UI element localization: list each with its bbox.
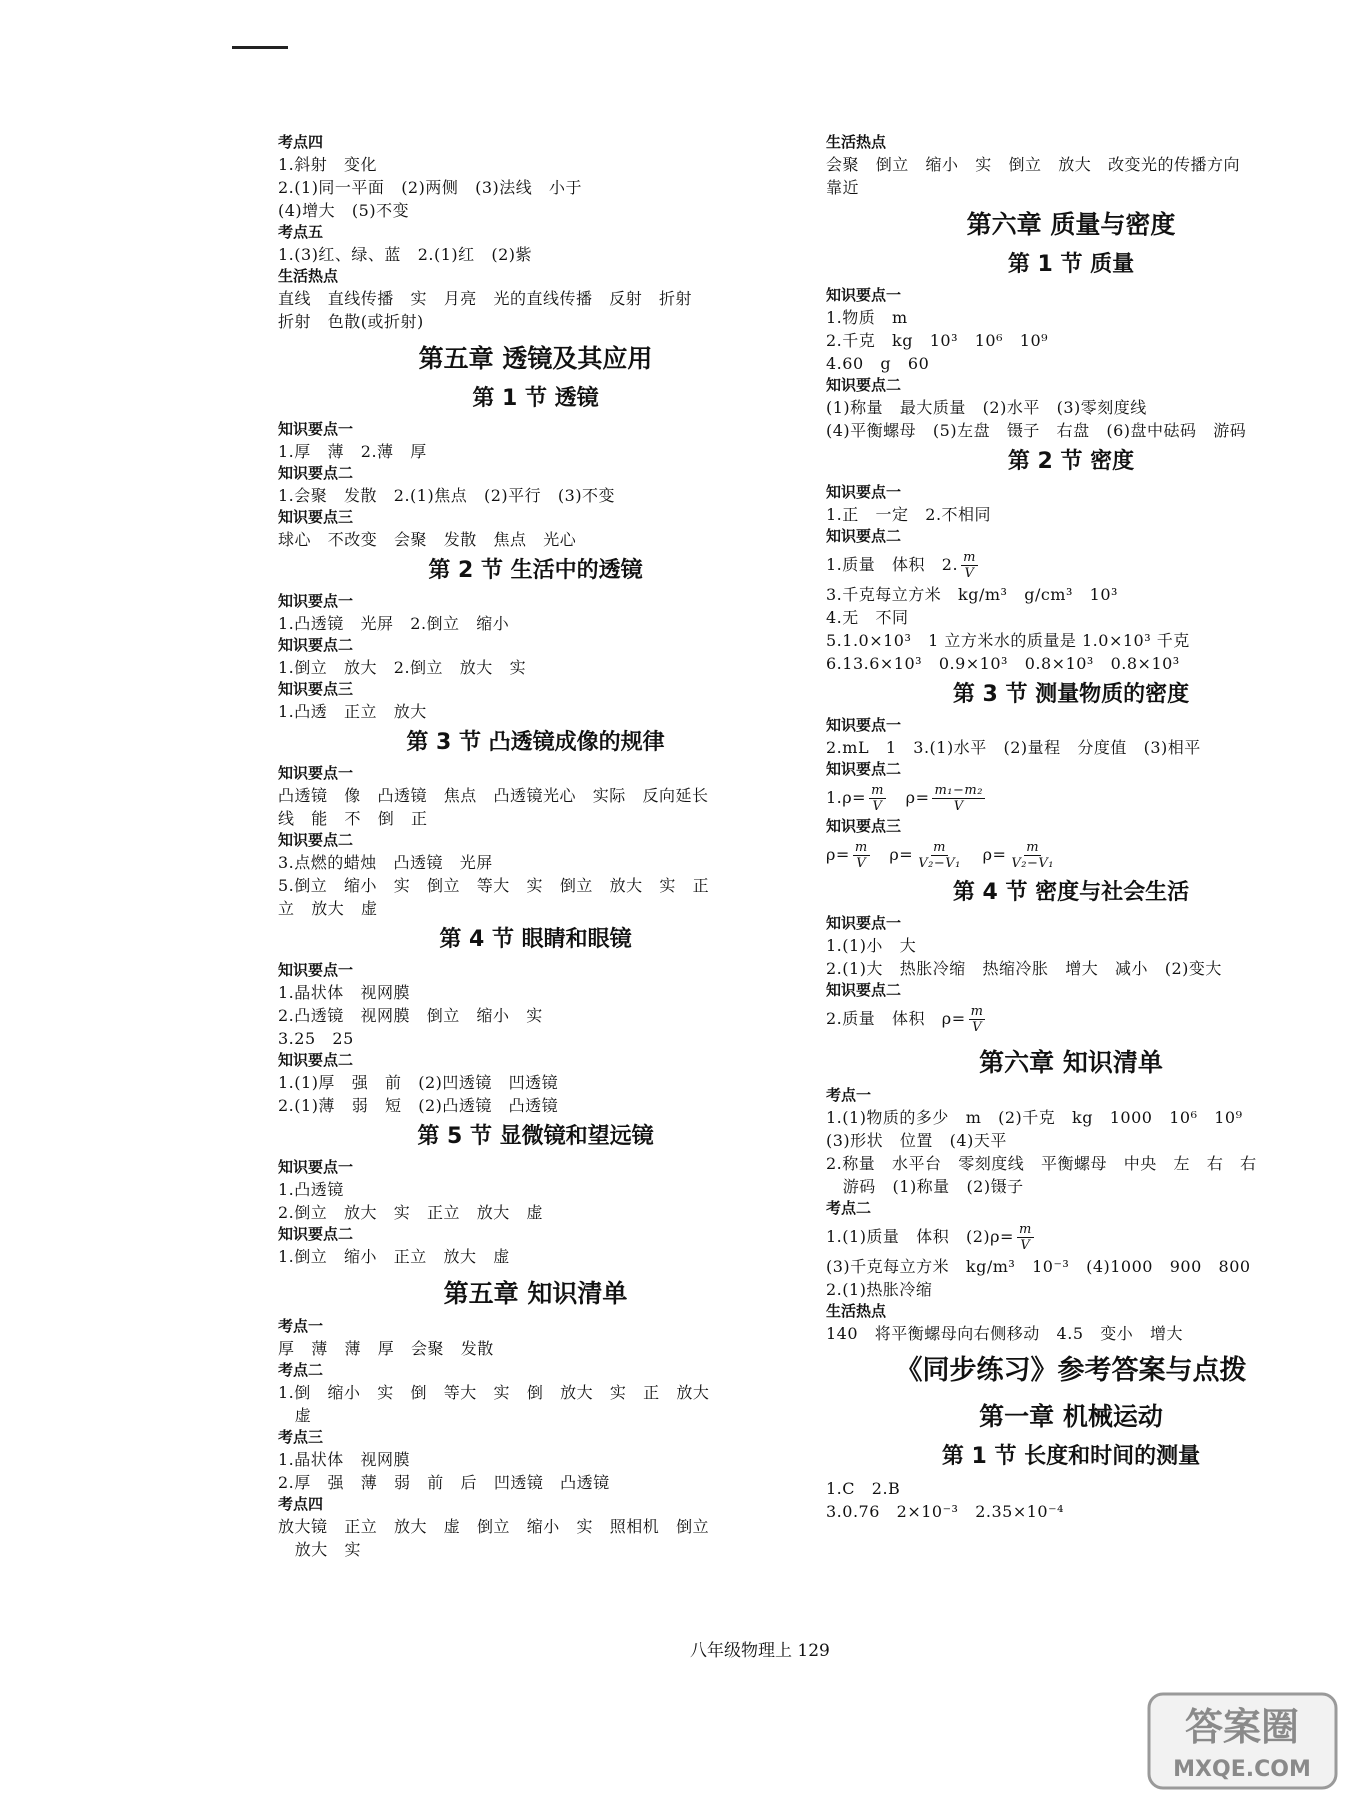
fraction-denominator: V bbox=[856, 856, 867, 871]
formula-text: 1.(1)质量 体积 (2)ρ= bbox=[826, 1227, 1014, 1246]
fraction-denominator: V bbox=[872, 799, 883, 814]
item-label: 知识要点一 bbox=[278, 961, 354, 979]
fraction-denominator: V bbox=[953, 799, 964, 814]
item-label: 知识要点三 bbox=[826, 817, 902, 835]
item-label: 考点五 bbox=[278, 223, 324, 241]
fraction-denominator: V₂−V₁ bbox=[918, 856, 961, 871]
watermark-bottom-text: MXQE.COM bbox=[1173, 1757, 1311, 1782]
item-label: 知识要点一 bbox=[278, 764, 354, 782]
section-heading: 第 1 节 透镜 bbox=[472, 386, 599, 411]
answer-line: 折射 色散(或折射) bbox=[278, 312, 424, 331]
formula-text: ρ= bbox=[826, 845, 850, 864]
answer-line: 3.点燃的蜡烛 凸透镜 光屏 bbox=[278, 853, 493, 872]
answer-line: 1.斜射 变化 bbox=[278, 155, 378, 174]
fraction-numerator: m₁−m₂ bbox=[934, 783, 983, 798]
item-label: 考点四 bbox=[278, 1495, 324, 1513]
answer-line: 1.(1)物质的多少 m (2)千克 kg 1000 10⁶ 10⁹ bbox=[826, 1108, 1243, 1127]
answer-line: 1.C 2.B bbox=[826, 1479, 901, 1498]
answer-line: 厚 薄 薄 厚 会聚 发散 bbox=[278, 1339, 494, 1358]
item-label: 知识要点一 bbox=[278, 592, 354, 610]
answer-line: 凸透镜 像 凸透镜 焦点 凸透镜光心 实际 反向延长 bbox=[278, 786, 709, 805]
formula-line bbox=[826, 547, 1316, 583]
chapter-heading: 第五章 知识清单 bbox=[443, 1279, 628, 1308]
left-column bbox=[278, 132, 793, 1561]
formula-text: 1.ρ= bbox=[826, 788, 867, 807]
item-label: 知识要点二 bbox=[826, 981, 902, 999]
answer-line: 线 能 不 倒 正 bbox=[278, 809, 428, 828]
fraction bbox=[869, 783, 886, 814]
book-section-title: 《同步练习》参考答案与点拨 bbox=[895, 1355, 1247, 1386]
formula-line bbox=[826, 837, 1316, 873]
answer-line: 3.千克每立方米 kg/m³ g/cm³ 10³ bbox=[826, 585, 1118, 604]
chapter-heading: 第六章 知识清单 bbox=[979, 1048, 1163, 1077]
answer-line: 2.(1)同一平面 (2)两侧 (3)法线 小于 bbox=[278, 178, 583, 197]
item-label: 知识要点三 bbox=[278, 680, 354, 698]
chapter-heading: 第五章 透镜及其应用 bbox=[418, 344, 653, 373]
section-heading: 第 4 节 密度与社会生活 bbox=[952, 880, 1190, 905]
section-heading: 第 2 节 生活中的透镜 bbox=[428, 558, 643, 583]
formula-text: ρ= bbox=[872, 845, 914, 864]
answer-line: 1.(3)红、绿、蓝 2.(1)红 (2)紫 bbox=[278, 245, 533, 264]
item-label: 生活热点 bbox=[826, 1302, 887, 1320]
fraction bbox=[916, 840, 963, 871]
fraction-denominator: V bbox=[1020, 1238, 1031, 1253]
fraction-numerator: m bbox=[970, 1004, 984, 1019]
item-label: 知识要点二 bbox=[826, 376, 902, 394]
answer-line: 2.称量 水平台 零刻度线 平衡螺母 中央 左 右 右 bbox=[826, 1154, 1257, 1173]
item-label: 考点四 bbox=[278, 133, 324, 151]
answer-line: 4.无 不同 bbox=[826, 608, 909, 627]
fraction-numerator: m bbox=[871, 783, 884, 798]
chapter-heading: 第一章 机械运动 bbox=[979, 1402, 1163, 1431]
section-heading: 第 5 节 显微镜和望远镜 bbox=[417, 1124, 654, 1149]
answer-line: 5.1.0×10³ 1 立方米水的质量是 1.0×10³ 千克 bbox=[826, 631, 1190, 650]
item-label: 知识要点二 bbox=[278, 464, 354, 482]
answer-line: 2.凸透镜 视网膜 倒立 缩小 实 bbox=[278, 1006, 543, 1025]
answer-line: 1.晶状体 视网膜 bbox=[278, 983, 411, 1002]
answer-line: 1.倒立 缩小 正立 放大 虚 bbox=[278, 1247, 510, 1266]
watermark-logo bbox=[1145, 1690, 1340, 1792]
answer-line: 1.(1)厚 强 前 (2)凹透镜 凹透镜 bbox=[278, 1073, 559, 1092]
formula-line bbox=[826, 780, 1316, 816]
answer-line: 1.凸透 正立 放大 bbox=[278, 702, 427, 721]
answer-line: 放大镜 正立 放大 虚 倒立 缩小 实 照相机 倒立 bbox=[278, 1517, 710, 1536]
answer-line: 2.厚 强 薄 弱 前 后 凹透镜 凸透镜 bbox=[278, 1473, 610, 1492]
fraction-numerator: m bbox=[1018, 1222, 1032, 1237]
answer-line: 1.凸透镜 光屏 2.倒立 缩小 bbox=[278, 614, 510, 633]
fraction-numerator: m bbox=[854, 840, 868, 855]
fraction bbox=[1017, 1222, 1034, 1253]
answer-line: (4)增大 (5)不变 bbox=[278, 201, 410, 220]
item-label: 考点三 bbox=[278, 1428, 324, 1446]
answer-line: 140 将平衡螺母向右侧移动 4.5 变小 增大 bbox=[826, 1324, 1184, 1343]
fraction-denominator: V bbox=[964, 566, 975, 581]
answer-line: 直线 直线传播 实 月亮 光的直线传播 反射 折射 bbox=[278, 289, 693, 308]
item-label: 知识要点二 bbox=[278, 1225, 354, 1243]
fraction bbox=[853, 840, 870, 871]
section-heading: 第 1 节 长度和时间的测量 bbox=[941, 1444, 1201, 1469]
item-label: 知识要点三 bbox=[278, 508, 354, 526]
answer-line: 2.(1)薄 弱 短 (2)凸透镜 凸透镜 bbox=[278, 1096, 559, 1115]
fraction bbox=[932, 783, 984, 814]
item-label: 生活热点 bbox=[826, 133, 887, 151]
answer-line: 1.凸透镜 bbox=[278, 1180, 344, 1199]
item-label: 知识要点一 bbox=[826, 286, 902, 304]
formula-text: ρ= bbox=[965, 845, 1007, 864]
item-label: 知识要点一 bbox=[826, 716, 902, 734]
item-label: 知识要点一 bbox=[278, 420, 354, 438]
answer-line: 2.千克 kg 10³ 10⁶ 10⁹ bbox=[826, 331, 1049, 350]
answer-line: 2.倒立 放大 实 正立 放大 虚 bbox=[278, 1203, 544, 1222]
answer-line: (3)形状 位置 (4)天平 bbox=[826, 1131, 1007, 1150]
formula-line bbox=[826, 1219, 1316, 1255]
answer-line: 4.60 g 60 bbox=[826, 354, 930, 373]
answer-line: 2.mL 1 3.(1)水平 (2)量程 分度值 (3)相平 bbox=[826, 738, 1201, 757]
item-label: 知识要点一 bbox=[826, 483, 902, 501]
formula-line bbox=[826, 1001, 1316, 1037]
fraction-denominator: V₂−V₁ bbox=[1011, 856, 1054, 871]
answer-line: 1.倒立 放大 2.倒立 放大 实 bbox=[278, 658, 527, 677]
answer-line: 1.正 一定 2.不相同 bbox=[826, 505, 992, 524]
section-heading: 第 2 节 密度 bbox=[1007, 449, 1135, 474]
item-label: 知识要点一 bbox=[278, 1158, 354, 1176]
answer-line: 1.物质 m bbox=[826, 308, 908, 327]
page-footer: 八年级物理上 129 bbox=[690, 1641, 830, 1661]
right-column bbox=[826, 132, 1316, 1523]
answer-line: 会聚 倒立 缩小 实 倒立 放大 改变光的传播方向 bbox=[826, 155, 1241, 174]
item-label: 考点一 bbox=[826, 1086, 872, 1104]
chapter-heading: 第六章 质量与密度 bbox=[966, 210, 1176, 239]
fraction-numerator: m bbox=[933, 840, 946, 855]
answer-line: 1.(1)小 大 bbox=[826, 936, 917, 955]
answer-line: 立 放大 虚 bbox=[278, 899, 378, 918]
item-label: 考点一 bbox=[278, 1317, 324, 1335]
answer-line: 2.(1)热胀冷缩 bbox=[826, 1280, 933, 1299]
answer-line: 3.0.76 2×10⁻³ 2.35×10⁻⁴ bbox=[826, 1502, 1064, 1521]
section-heading: 第 3 节 凸透镜成像的规律 bbox=[406, 730, 665, 755]
item-label: 生活热点 bbox=[278, 267, 339, 285]
formula-text: ρ= bbox=[888, 788, 930, 807]
answer-line: (1)称量 最大质量 (2)水平 (3)零刻度线 bbox=[826, 398, 1147, 417]
item-label: 考点二 bbox=[826, 1199, 872, 1217]
watermark-top-text: 答案圈 bbox=[1184, 1705, 1300, 1749]
fraction-denominator: V bbox=[972, 1020, 982, 1035]
item-label: 考点二 bbox=[278, 1361, 324, 1379]
answer-line: (3)千克每立方米 kg/m³ 10⁻³ (4)1000 900 800 bbox=[826, 1257, 1251, 1276]
section-heading: 第 1 节 质量 bbox=[1007, 252, 1135, 277]
fraction bbox=[961, 550, 978, 581]
answer-line: 6.13.6×10³ 0.9×10³ 0.8×10³ 0.8×10³ bbox=[826, 654, 1180, 673]
section-heading: 第 3 节 测量物质的密度 bbox=[952, 682, 1190, 707]
section-heading: 第 4 节 眼睛和眼镜 bbox=[439, 927, 632, 952]
formula-text: 1.质量 体积 2. bbox=[826, 555, 959, 574]
item-label: 知识要点二 bbox=[278, 636, 354, 654]
answer-line: 游码 (1)称量 (2)镊子 bbox=[826, 1177, 1024, 1196]
answer-line: 2.(1)大 热胀冷缩 热缩冷胀 增大 减小 (2)变大 bbox=[826, 959, 1222, 978]
fraction bbox=[969, 1004, 986, 1035]
answer-line: 1.会聚 发散 2.(1)焦点 (2)平行 (3)不变 bbox=[278, 486, 616, 505]
answer-line: 5.倒立 缩小 实 倒立 等大 实 倒立 放大 实 正 bbox=[278, 876, 710, 895]
fraction-numerator: m bbox=[963, 550, 976, 565]
fraction bbox=[1009, 840, 1056, 871]
answer-line: 球心 不改变 会聚 发散 焦点 光心 bbox=[278, 530, 577, 549]
item-label: 知识要点二 bbox=[826, 527, 902, 545]
item-label: 知识要点二 bbox=[278, 831, 354, 849]
answer-line: 靠近 bbox=[826, 178, 860, 197]
answer-line: 1.倒 缩小 实 倒 等大 实 倒 放大 实 正 放大 bbox=[278, 1383, 710, 1402]
answer-line: 放大 实 bbox=[278, 1540, 362, 1559]
item-label: 知识要点二 bbox=[278, 1051, 354, 1069]
item-label: 知识要点一 bbox=[826, 914, 902, 932]
answer-line: 3.25 25 bbox=[278, 1029, 354, 1048]
answer-line: (4)平衡螺母 (5)左盘 镊子 右盘 (6)盘中砝码 游码 bbox=[826, 421, 1247, 440]
answer-line: 1.晶状体 视网膜 bbox=[278, 1450, 411, 1469]
top-rule bbox=[232, 46, 288, 49]
fraction-numerator: m bbox=[1026, 840, 1040, 855]
formula-text: 2.质量 体积 ρ= bbox=[826, 1009, 966, 1028]
item-label: 知识要点二 bbox=[826, 760, 902, 778]
answer-line: 虚 bbox=[278, 1406, 312, 1425]
answer-line: 1.厚 薄 2.薄 厚 bbox=[278, 442, 427, 461]
